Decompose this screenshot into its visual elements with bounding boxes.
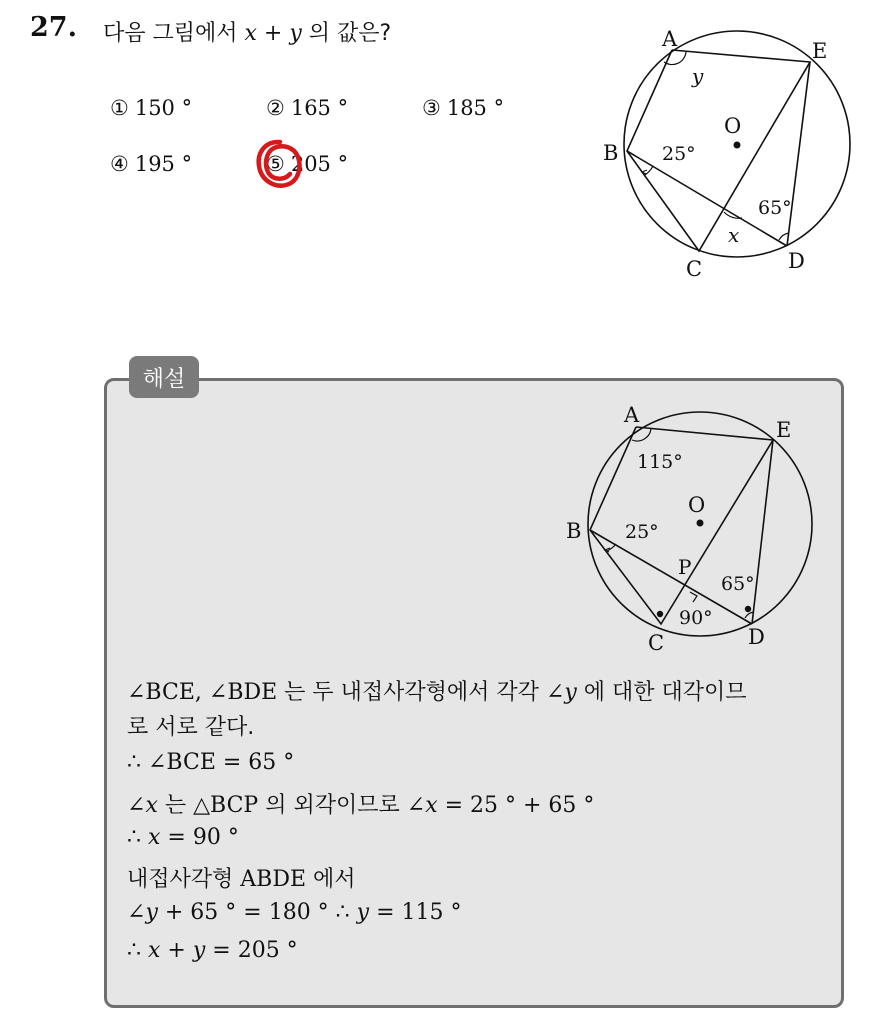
- sol8-p1: x: [148, 938, 161, 963]
- q-label-b: B: [603, 141, 619, 165]
- sol5-p1: x: [148, 825, 161, 850]
- s-label-o: O: [688, 493, 706, 517]
- sol1-p3: y: [564, 680, 577, 705]
- solution-line-1: [127, 675, 747, 706]
- choice-2[interactable]: [266, 96, 348, 120]
- choice-3[interactable]: [422, 96, 504, 120]
- question-text-suffix: 의 값은?: [301, 21, 392, 46]
- s-angle-90: 90°: [679, 607, 713, 629]
- choice-5-value: 205 °: [290, 152, 349, 176]
- choice-2-value: 165 °: [290, 96, 349, 120]
- sol8-p0: ∴: [127, 938, 148, 963]
- sol7-p2: + 65 ° = 180 ° ∴: [157, 900, 357, 925]
- s-label-e: E: [776, 418, 792, 442]
- sol6-p2: 에서: [306, 867, 356, 892]
- question-number: 27.: [30, 12, 77, 43]
- solution-line-3: [127, 750, 294, 775]
- solution-figure: [560, 400, 835, 662]
- choice-3-value: 185 °: [446, 96, 505, 120]
- choice-1-value: 150 °: [134, 96, 193, 120]
- choice-1[interactable]: [110, 96, 192, 120]
- sol8-p4: = 205 °: [205, 938, 298, 963]
- sol4-p5: ∠: [406, 793, 426, 818]
- choice-3-mark: ③: [422, 96, 441, 120]
- s-label-b: B: [566, 519, 582, 543]
- sol4-p2: 는: [157, 793, 194, 818]
- sol6-p1: ABDE: [240, 867, 307, 892]
- s-label-c: C: [648, 631, 665, 655]
- sol2-p0: 로 서로 같다.: [127, 715, 255, 740]
- sol1-p2: ∠: [545, 680, 565, 705]
- sol4-p6: x: [425, 793, 438, 818]
- q-angle-y: y: [692, 64, 704, 88]
- sol5-p0: ∴: [127, 825, 148, 850]
- sol7-p4: = 115 °: [369, 900, 462, 925]
- solution-line-8: [127, 938, 298, 963]
- answer-circle-mark: [254, 138, 304, 192]
- choice-4-value: 195 °: [134, 152, 193, 176]
- q-angle-x: x: [728, 223, 740, 247]
- sol4-p7: = 25 ° + 65 °: [437, 793, 595, 818]
- sol3-p0: ∴ ∠BCE = 65 °: [127, 750, 295, 775]
- s-angle-65: 65°: [721, 573, 755, 595]
- q-label-d: D: [788, 249, 805, 273]
- sol1-p0: ∠BCE, ∠BDE: [127, 680, 278, 705]
- sol7-p1: y: [145, 900, 158, 925]
- q-label-a: A: [662, 27, 678, 51]
- s-angle-25: 25°: [625, 521, 659, 543]
- s-angle-115: 115°: [637, 451, 683, 473]
- sol5-p2: = 90 °: [160, 825, 239, 850]
- solution-line-5: [127, 825, 239, 850]
- choice-4-mark: ④: [110, 152, 129, 176]
- sol8-p2: +: [160, 938, 193, 963]
- solution-line-4: [127, 788, 594, 819]
- choice-4[interactable]: [110, 152, 192, 176]
- question-figure: [595, 20, 870, 290]
- q-angle-65: 65°: [758, 197, 792, 219]
- choice-2-mark: ②: [266, 96, 285, 120]
- choice-1-mark: ①: [110, 96, 129, 120]
- s-label-p: P: [678, 555, 692, 579]
- solution-line-7: [127, 900, 462, 925]
- solution-line-6: [127, 862, 356, 893]
- sol4-p1: x: [145, 793, 158, 818]
- sol1-p4: 에 대한 대각이므: [576, 680, 747, 705]
- q-label-c: C: [686, 257, 703, 281]
- sol4-p0: ∠: [127, 793, 146, 818]
- q-angle-25: 25°: [662, 143, 696, 165]
- sol8-p3: y: [192, 938, 206, 963]
- question-text: [103, 16, 391, 47]
- sol7-p0: ∠: [127, 900, 146, 925]
- q-label-e: E: [812, 39, 828, 63]
- sol4-p3: △BCP: [193, 793, 259, 818]
- question-math: x + y: [244, 21, 302, 46]
- sol4-p4: 의 외각이므로: [258, 793, 407, 818]
- sol7-p3: y: [356, 900, 370, 925]
- q-label-o: O: [724, 114, 742, 138]
- s-label-d: D: [748, 625, 765, 649]
- question-text-prefix: 다음 그림에서: [103, 21, 245, 46]
- solution-line-2: [127, 710, 254, 741]
- sol6-p0: 내접사각형: [127, 867, 241, 892]
- s-label-a: A: [624, 403, 640, 427]
- choice-5-mark: ⑤: [266, 152, 285, 176]
- sol1-p1: 는 두 내접사각형에서 각각: [277, 680, 546, 705]
- solution-tag: 해설: [129, 356, 199, 398]
